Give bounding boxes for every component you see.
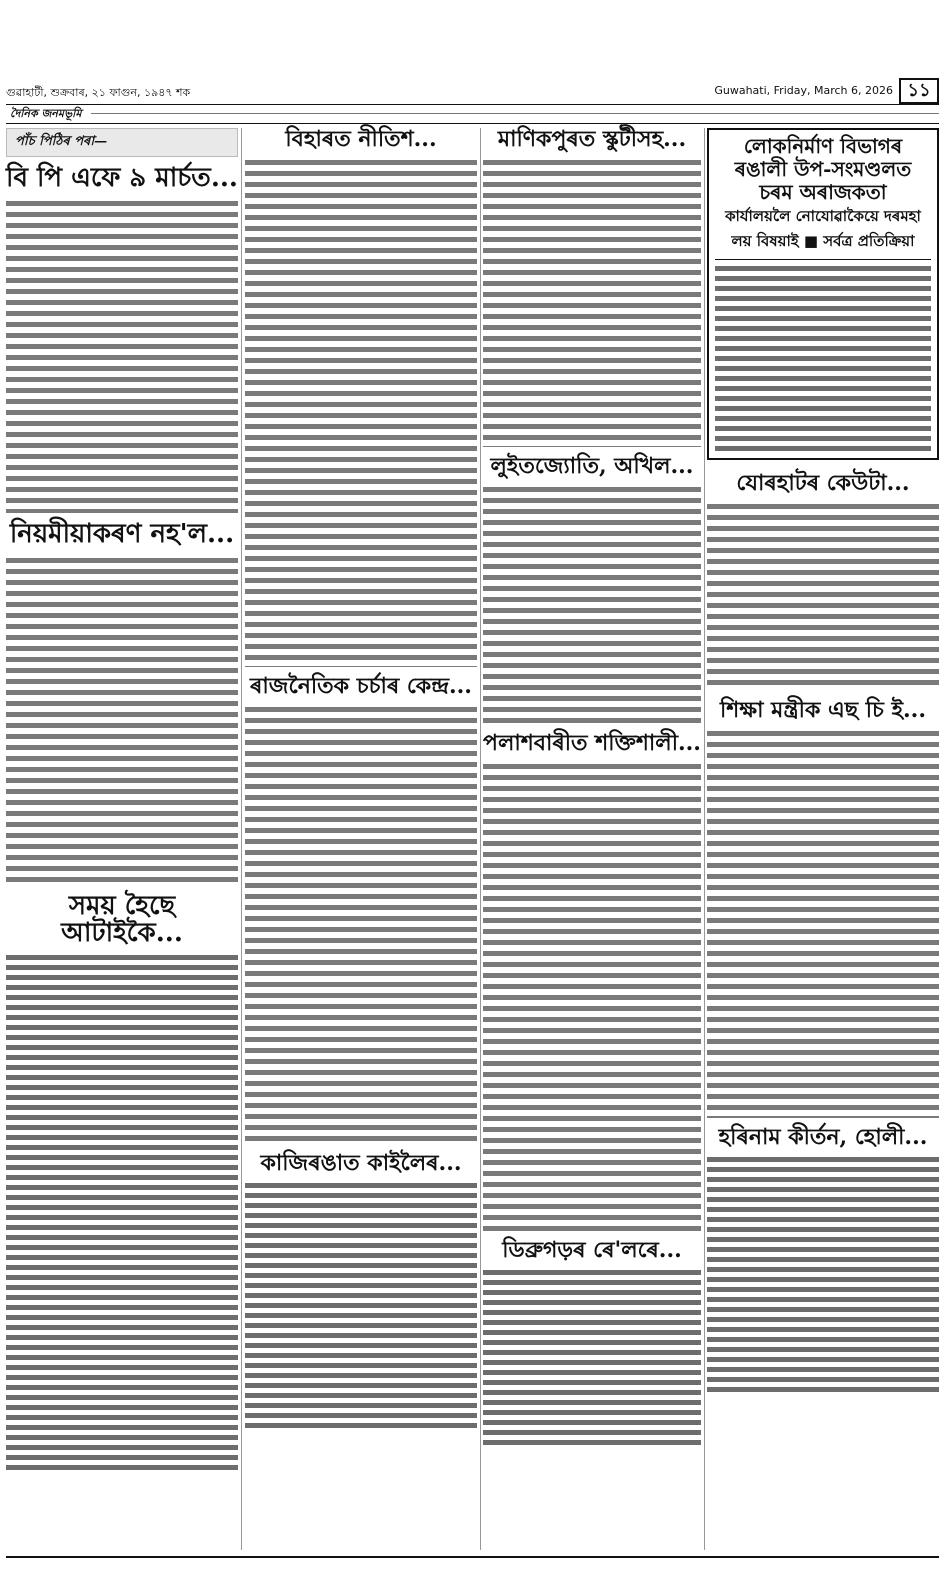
article-body: [707, 1155, 939, 1395]
column-4: [707, 128, 939, 1395]
article-body: [483, 157, 701, 447]
article-body: [6, 198, 238, 513]
boxed-story: [707, 128, 939, 460]
headline: নিয়মীয়াকৰণ নহ'ল...: [9, 519, 235, 550]
column-divider: [241, 128, 242, 1550]
newspaper-brand: দৈনিক জনমভূমি: [6, 105, 91, 123]
box-separator: [715, 259, 931, 260]
box-subtitle-2: লয় বিষয়াই ■ সৰ্বত্ৰ প্ৰতিক্ৰিয়া: [731, 232, 915, 250]
article-body: [707, 728, 939, 1118]
article-body: [483, 1268, 701, 1448]
article-body: [245, 704, 477, 1144]
headline: হৰিনাম কীৰ্তন, হোলী...: [718, 1124, 928, 1151]
headline: কাজিৰঙাত কাইলৈৰ...: [260, 1150, 462, 1177]
page-number: ১১: [899, 78, 939, 104]
column-divider: [704, 128, 705, 1550]
box-subtitle: কাৰ্যালয়লৈ নোযোৱাকৈয়ে দৰমহা: [725, 207, 921, 225]
headline: যোৰহাটৰ কেউটা...: [736, 470, 910, 496]
article-body: [6, 953, 238, 1473]
article-body: [483, 484, 701, 724]
article-body: [707, 501, 939, 691]
column-divider: [480, 128, 481, 1550]
page-header: [6, 80, 939, 102]
article-body: [483, 761, 701, 1231]
article-body: [245, 1181, 477, 1431]
brand-bar: [6, 104, 939, 124]
box-title-line-2: ৰঙালী উপ-সংমণ্ডলত: [734, 157, 912, 181]
headline: লুইতজ্যোতি, অখিল...: [490, 453, 694, 480]
box-title-line-1: লোকনিৰ্মাণ বিভাগৰ: [743, 134, 903, 158]
headline: বি পি এফে ৯ মাৰ্চত...: [6, 163, 238, 193]
column-1: [6, 128, 238, 1473]
headline: শিক্ষা মন্ত্ৰীক এছ চি ই...: [720, 697, 926, 724]
bottom-rule: [6, 1556, 939, 1558]
date-right: Guwahati, Friday, March 6, 2026: [714, 84, 893, 97]
date-left: গুৱাহাটী, শুক্ৰবাৰ, ২১ ফাগুন, ১৯৪৭ শক: [6, 86, 191, 99]
headline: বিহাৰত নীতিশ...: [285, 126, 437, 152]
article-body: [6, 555, 238, 885]
brand-rule: [6, 113, 939, 114]
headline: মাণিকপুৰত স্কুটীসহ...: [497, 126, 687, 152]
column-2: [245, 128, 477, 1431]
headline: ডিব্ৰুগড়ৰ ৰে'লৰে...: [502, 1237, 682, 1264]
continued-kicker: পাঁচ পিঠিৰ পৰা—: [6, 128, 238, 157]
article-body: [245, 157, 477, 667]
headline: পলাশবাৰীত শক্তিশালী...: [483, 730, 701, 757]
headline: সময় হৈছে আটাইকৈ...: [61, 890, 183, 948]
box-title-line-3: চৰম অৰাজকতা: [759, 180, 887, 204]
headline: ৰাজনৈতিক চৰ্চাৰ কেন্দ্ৰ...: [250, 673, 472, 700]
article-body: [715, 264, 931, 454]
column-3: [483, 128, 701, 1448]
